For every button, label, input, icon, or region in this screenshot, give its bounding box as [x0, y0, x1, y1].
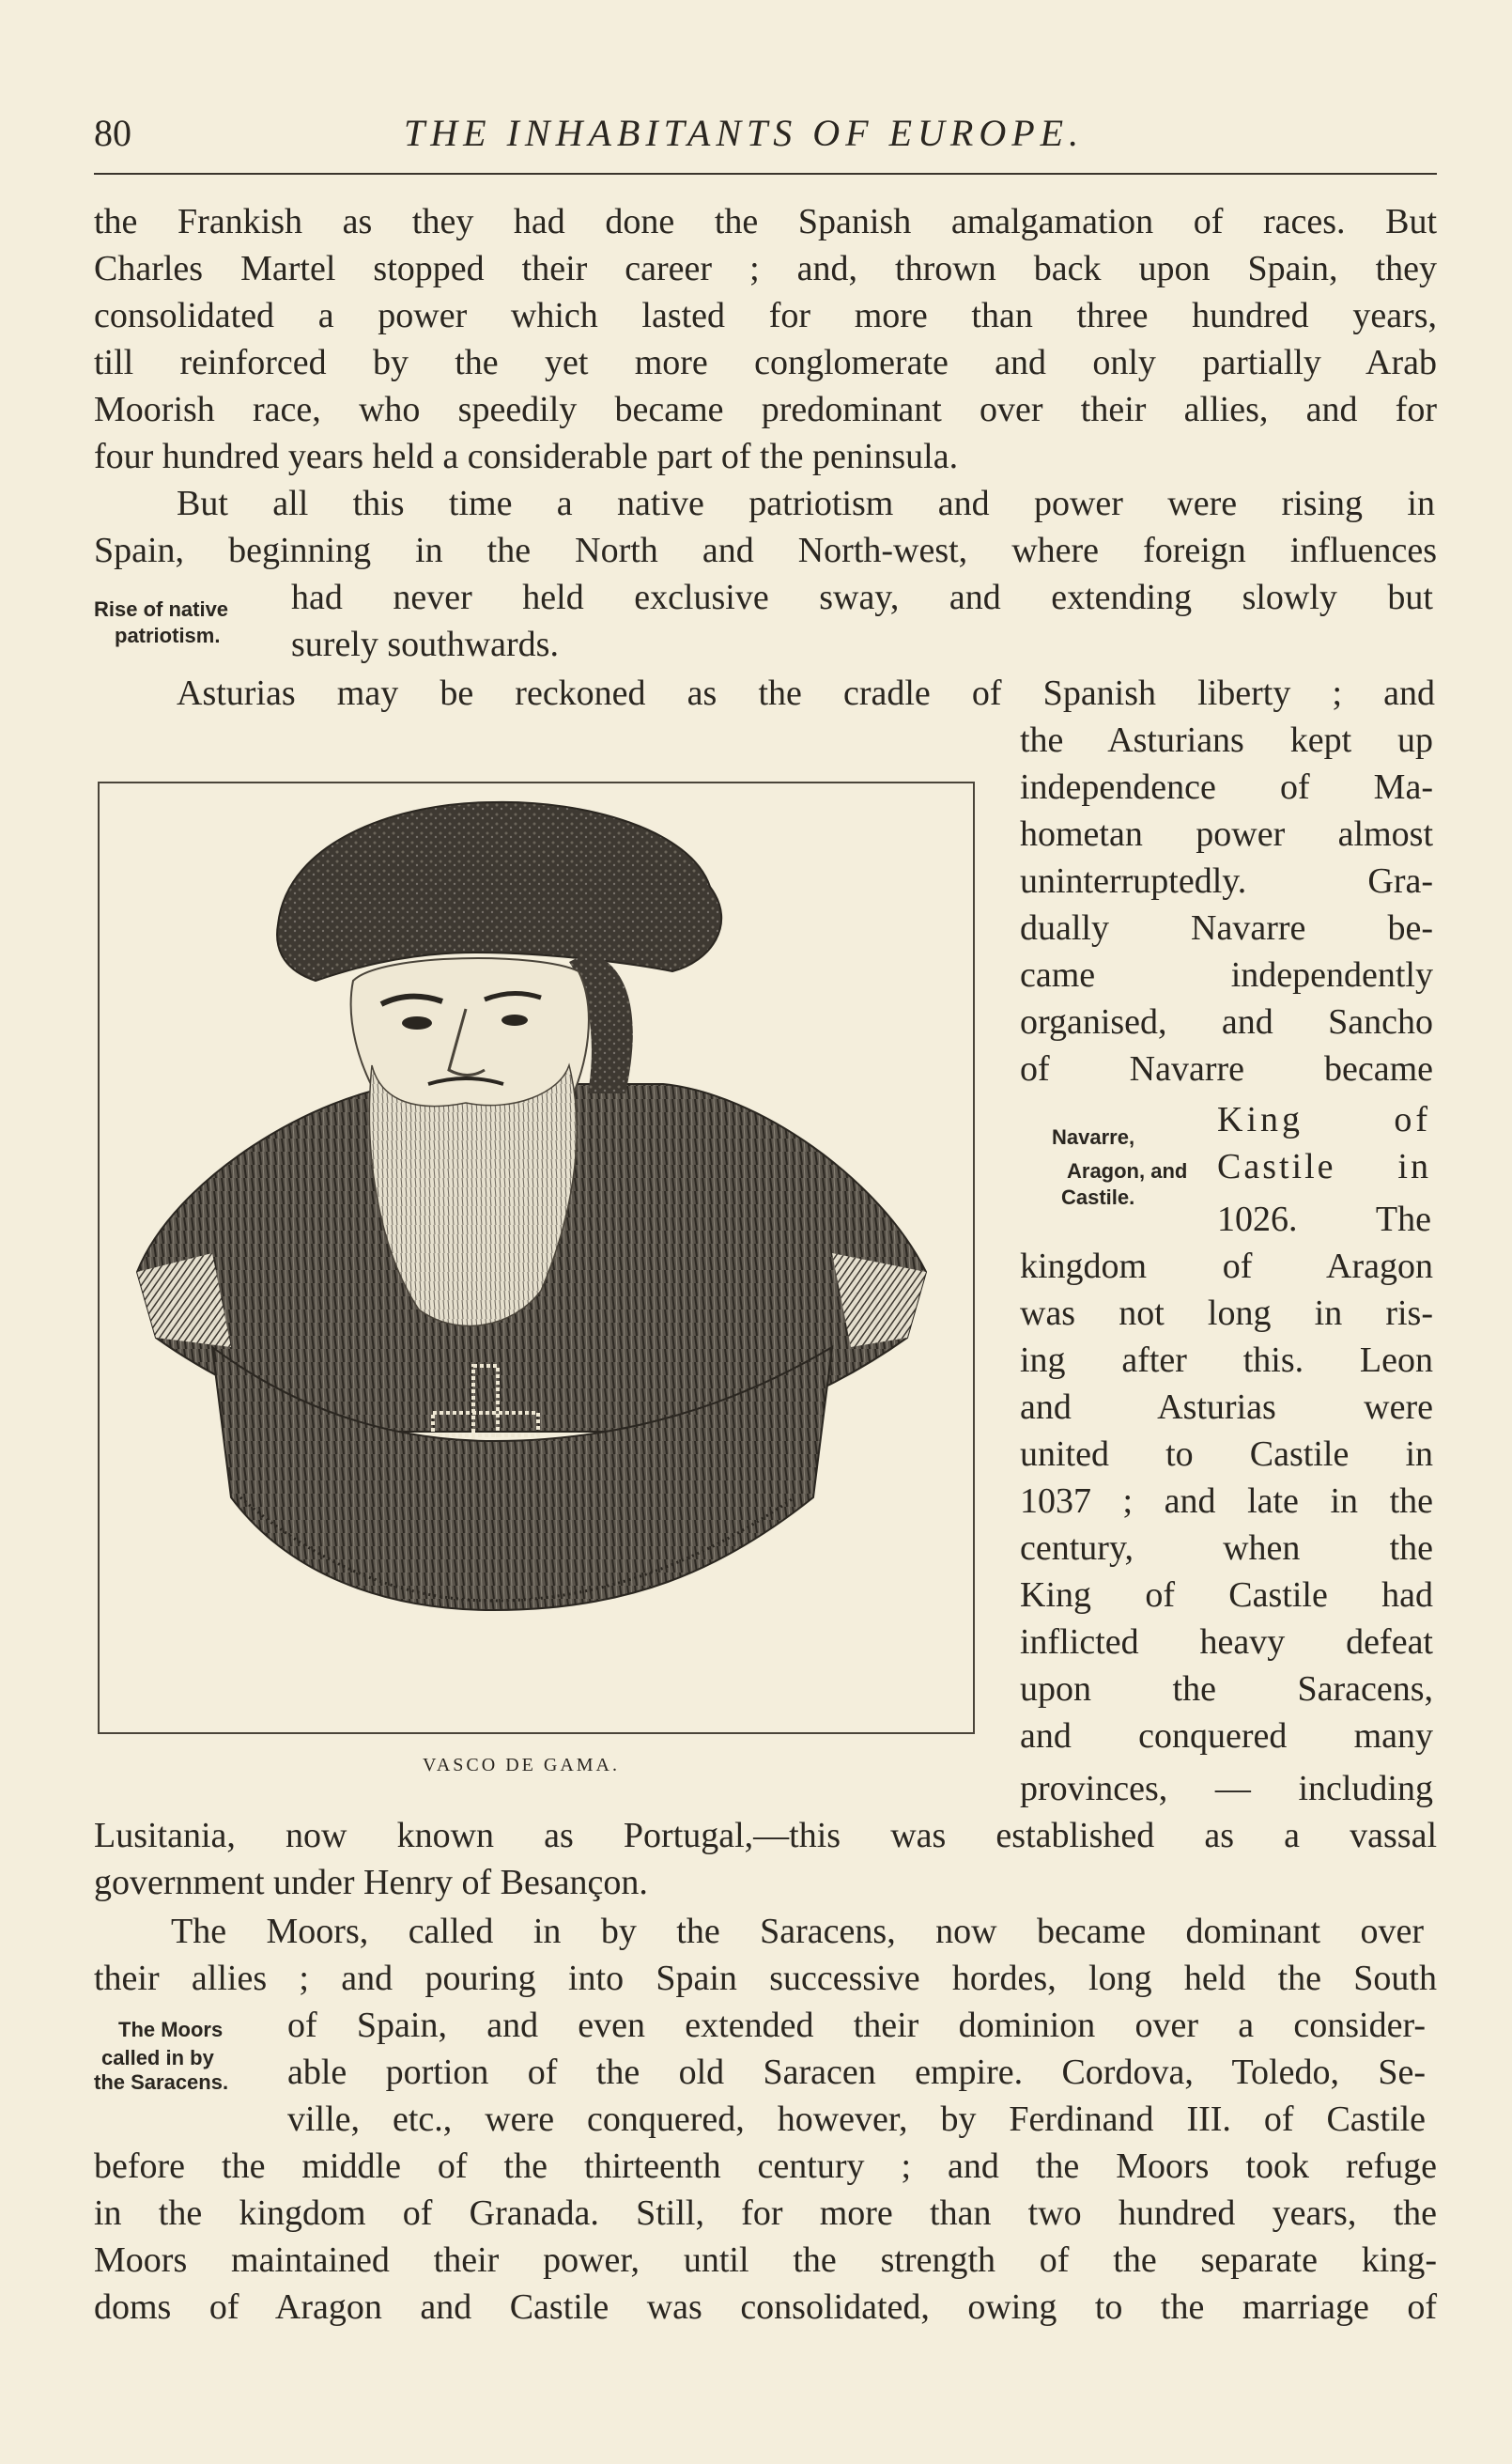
figure-caption: VASCO DE GAMA. — [423, 1755, 620, 1775]
text-line: their allies ; and pouring into Spain successive hordes, long held the South — [94, 1959, 1437, 1998]
header-rule — [94, 173, 1437, 175]
text-line: Lusitania, now known as Portugal,—this was established as a vassal — [94, 1816, 1437, 1855]
running-title: THE INHABITANTS OF EUROPE. — [404, 112, 1085, 154]
sidenote-rise-line1: Rise of native — [94, 597, 229, 621]
portrait-engraving — [100, 783, 973, 1732]
text-line: kingdom of Aragon — [1020, 1247, 1433, 1286]
text-line: dually Navarre be- — [1020, 908, 1433, 948]
portrait-figure — [98, 782, 975, 1734]
text-line: The Moors, called in by the Saracens, now became dominant over — [171, 1912, 1424, 1951]
text-line: till reinforced by the yet more conglomerate and only partially Arab — [94, 343, 1437, 382]
text-line: independence of Ma- — [1020, 767, 1433, 807]
text-line: had never held exclusive sway, and extending slowly but — [291, 578, 1433, 617]
sidenote-moors-line2: called in by — [101, 2046, 214, 2069]
sidenote-rise-line2: patriotism. — [115, 624, 221, 647]
text-line: and conquered many — [1020, 1716, 1433, 1756]
text-line: King of — [1217, 1100, 1431, 1139]
text-line: before the middle of the thirteenth century ; and the Moors took refuge — [94, 2146, 1437, 2186]
text-line: hometan power almost — [1020, 814, 1433, 854]
sidenote-moors-line3: the Saracens. — [94, 2070, 229, 2094]
text-line: provinces, — including — [1020, 1769, 1433, 1808]
text-line: 1037 ; and late in the — [1020, 1481, 1433, 1521]
text-line: 1026. The — [1217, 1200, 1431, 1239]
sidenote-navarre-line3: Castile. — [1061, 1186, 1135, 1209]
text-line: Moors maintained their power, until the strength of the separate king- — [94, 2240, 1437, 2280]
text-line: in the kingdom of Granada. Still, for more than two hundred years, the — [94, 2193, 1437, 2233]
text-line: consolidated a power which lasted for more than three hundred years, — [94, 296, 1437, 335]
text-line: Moorish race, who speedily became predominant over their allies, and for — [94, 390, 1437, 429]
text-line: century, when the — [1020, 1528, 1433, 1568]
text-line: united to Castile in — [1020, 1434, 1433, 1474]
text-line: King of Castile had — [1020, 1575, 1433, 1615]
text-line: came independently — [1020, 955, 1433, 995]
text-line: government under Henry of Besançon. — [94, 1863, 648, 1902]
text-line: the Asturians kept up — [1020, 721, 1433, 760]
text-line: of Navarre became — [1020, 1049, 1433, 1089]
text-line: was not long in ris- — [1020, 1294, 1433, 1333]
text-line: the Frankish as they had done the Spanish amalgamation of races. But — [94, 202, 1437, 241]
sidenote-navarre-line1: Navarre, — [1052, 1125, 1135, 1149]
sidenote-navarre-line2: Aragon, and — [1067, 1159, 1188, 1183]
text-line: ville, etc., were conquered, however, by Ferdinand III. of Castile — [287, 2100, 1426, 2139]
text-line: But all this time a native patriotism and power were rising in — [177, 484, 1435, 523]
page-number: 80 — [94, 112, 131, 154]
text-line: Spain, beginning in the North and North-west, where foreign influences — [94, 531, 1437, 570]
text-line: Castile in — [1217, 1147, 1431, 1186]
sidenote-moors-line1: The Moors — [118, 2018, 224, 2041]
text-line: ing after this. Leon — [1020, 1340, 1433, 1380]
text-line: four hundred years held a considerable part of the peninsula. — [94, 437, 959, 476]
text-line: Asturias may be reckoned as the cradle of Spanish liberty ; and — [177, 674, 1435, 713]
text-line: organised, and Sancho — [1020, 1002, 1433, 1042]
text-line: doms of Aragon and Castile was consolidated, owing to the marriage of — [94, 2287, 1437, 2327]
text-line: able portion of the old Saracen empire. Cordova, Toledo, Se- — [287, 2053, 1426, 2092]
text-line: upon the Saracens, — [1020, 1669, 1433, 1709]
running-head — [94, 111, 1437, 167]
text-line: inflicted heavy defeat — [1020, 1622, 1433, 1662]
text-line: uninterruptedly. Gra- — [1020, 861, 1433, 901]
text-line: of Spain, and even extended their dominion over a consider- — [287, 2006, 1426, 2045]
text-line: and Asturias were — [1020, 1387, 1433, 1427]
text-line: surely southwards. — [291, 625, 559, 664]
text-line: Charles Martel stopped their career ; and, thrown back upon Spain, they — [94, 249, 1437, 288]
